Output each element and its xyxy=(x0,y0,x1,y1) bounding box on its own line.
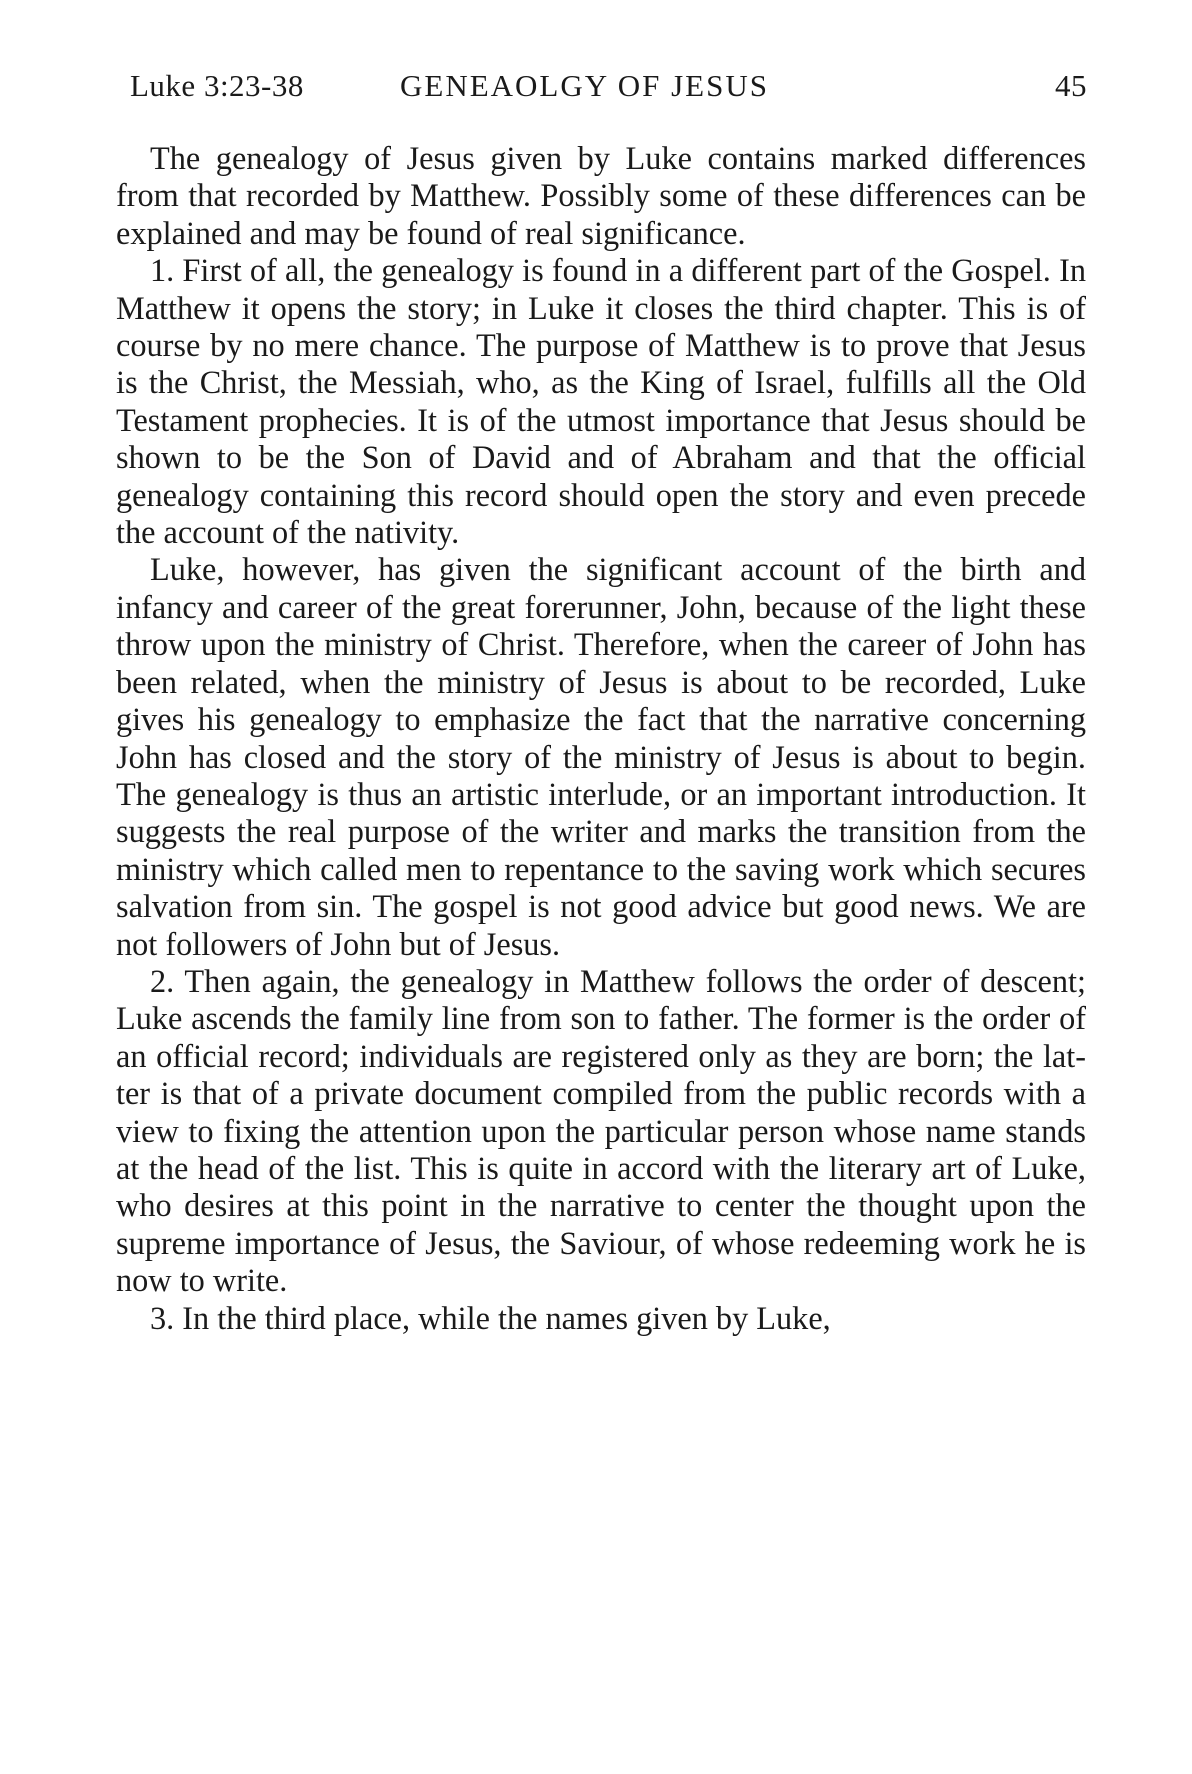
paragraph-point-3: 3. In the third place, while the names given by Luke, xyxy=(150,1299,831,1336)
running-title: GENEAOLGY OF JESUS xyxy=(400,68,769,103)
paragraph-point-2: 2. Then again, the genealogy in Matthew follows the order of descent; Luke ascends the family line from son to father. The former is the order of an official record; individuals are registered only as they are born; the latter is that of a private document compiled from the public records with a view to fixing the attention upon the particular person whose name stands at the head of the list. This is quite in accord with the literary art of Luke, who desires at this point in the narrative to center the thought upon the supreme importance of Jesus, the Saviour, of whose redeeming work he is now to write. xyxy=(116,962,1086,1299)
chapter-reference: Luke 3:23-38 xyxy=(130,68,304,103)
paragraph-luke-however: Luke, however, has given the significant account of the birth and infancy and career of the great forerunner, John, because of the light these throw upon the ministry of Christ. Therefore, when the career of John has been related, when the ministry of Jesus is about to be recorded, Luke gives his genealogy to emphasize the fact that the narrative concerning John has closed and the story of the ministry of Jesus is about to begin. The genealogy is thus an artistic interlude, or an important introduction. It suggests the real purpose of the writer and marks the transition from the ministry which called men to repentance to the saving work which secures salvation from sin. The gospel is not good advice but good news. We are not followers of John but of Jesus. xyxy=(116,551,1086,962)
page-number: 45 xyxy=(1055,68,1087,103)
body-text xyxy=(116,140,1086,1337)
paragraph-point-1: 1. First of all, the genealogy is found in a different part of the Gospel. In Matthew it opens the story; in Luke it closes the third chapter. This is of course by no mere chance. The purpose of Matthew is to prove that Jesus is the Christ, the Messiah, who, as the King of Israel, fulfills all the Old Testament prophecies. It is of the utmost importance that Jesus should be shown to be the Son of David and of Abraham and that the official genealogy containing this record should open the story and even precede the account of the nativity. xyxy=(116,252,1086,551)
paragraph-intro: The genealogy of Jesus given by Luke contains marked differences from that recorded by Matthew. Possibly some of these differences can be explained and may be found of real significance. xyxy=(116,140,1086,251)
running-head xyxy=(130,68,1087,112)
